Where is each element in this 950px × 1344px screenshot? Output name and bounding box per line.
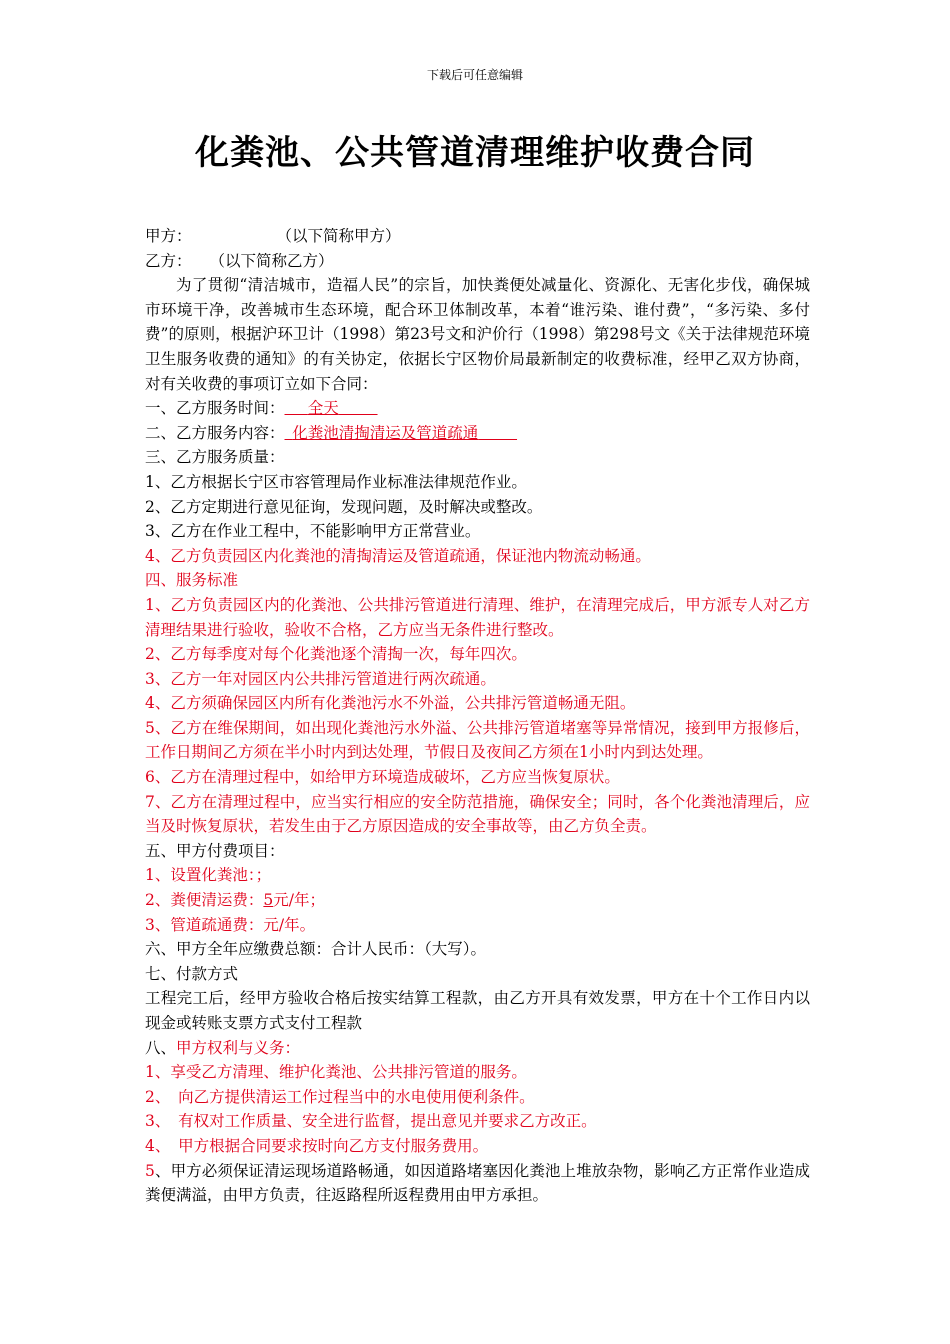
payment-item-2-value: 5: [263, 891, 274, 910]
quality-item-4: 4、乙方负责园区内化粪池的清掏清运及管道疏通，保证池内物流动畅通。: [145, 546, 651, 565]
payment-item-1: 1、设置化粪池：；: [145, 866, 272, 885]
rights-item-1: 1、享受乙方清理、维护化粪池、公共排污管道的服务。: [145, 1063, 527, 1082]
service-content-label: 二、乙方服务内容：: [145, 423, 285, 442]
total-fee-line: 六、甲方全年应缴费总额：合计人民币：（大写）。: [145, 940, 487, 959]
rights-item-5: 5、甲方必须保证清运现场道路畅通，如因道路堵塞因化粪池上堆放杂物，影响乙方正常作业造成粪便满溢，由甲方负责，往返路程所返程费用由甲方承担。: [145, 1161, 810, 1205]
standard-item-2: 2、乙方每季度对每个化粪池逐个清掏一次，每年四次。: [145, 645, 527, 664]
rights-item-2: 2、 向乙方提供清运工作过程当中的水电使用便利条件。: [145, 1087, 535, 1106]
party-a-suffix: （以下简称甲方）: [276, 227, 401, 245]
party-a-line: [145, 224, 810, 249]
party-b-label: 乙方：: [145, 251, 192, 270]
header-note: 下载后可任意编辑: [426, 68, 523, 82]
standard-item-3: 3、乙方一年对园区内公共排污管道进行两次疏通。: [145, 669, 496, 688]
payment-method-text: 工程完工后，经甲方验收合格后按实结算工程款，由乙方开具有效发票，甲方在十个工作日内以现金或转账支票方式支付工程款: [145, 989, 810, 1032]
rights-heading: 八、甲方权利与义务：: [145, 1038, 301, 1057]
rights-item-4: 4、 甲方根据合同要求按时向乙方支付服务费用。: [145, 1136, 489, 1155]
payment-item-3: 3、管道疏通费：元/年。: [145, 915, 316, 934]
standard-item-6: 6、乙方在清理过程中，如给甲方环境造成破坏，乙方应当恢复原状。: [145, 768, 620, 787]
payment-item-2: 2、粪便清运费：5元/年；: [145, 891, 325, 910]
service-content-line: [145, 421, 810, 446]
service-time-label: 一、乙方服务时间：: [145, 399, 285, 418]
quality-item-3: 3、乙方在作业工程中，不能影响甲方正常营业。: [145, 522, 481, 541]
preamble-paragraph: 为了贯彻“清洁城市，造福人民”的宗旨，加快粪便处减量化、资源化、无害化步伐，确保城市环境干净，改善城市生态环境，配合环卫体制改革，本着“谁污染、谁付费”，“多污染、多付费”的原则，根据沪环卫计（1998）第23号文和沪价行（1998）第298号文《关于法律规范环境卫生服务收费的通知》的有关协定，依据长宁区物价局最新制定的收费标准，经甲乙双方协商，对有关收费的事项订立如下合同：: [145, 276, 810, 393]
standard-item-1: 1、乙方负责园区内的化粪池、公共排污管道进行清理、维护，在清理完成后，甲方派专人对乙方清理结果进行验收，验收不合格，乙方应当无条件进行整改。: [145, 595, 810, 639]
payment-items-heading: 五、甲方付费项目：: [145, 841, 285, 860]
payment-method-heading: 七、付款方式: [145, 964, 239, 983]
quality-heading: 三、乙方服务质量：: [145, 448, 285, 467]
quality-item-1: 1、乙方根据长宁区市容管理局作业标准法律规范作业。: [145, 472, 527, 491]
party-a-label: 甲方：: [145, 227, 192, 245]
service-time-line: [145, 396, 810, 421]
service-content-value: 化粪池清掏清运及管道疏通: [292, 423, 479, 442]
party-b-line: [145, 249, 810, 274]
standard-item-7: 7、乙方在清理过程中，应当实行相应的安全防范措施，确保安全；同时，各个化粪池清理后，应当及时恢复原状，若发生由于乙方原因造成的安全事故等，由乙方负全责。: [145, 792, 810, 836]
standard-heading: 四、服务标准: [145, 571, 239, 590]
contract-body: [145, 224, 810, 1208]
quality-item-2: 2、乙方定期进行意见征询，发现问题，及时解决或整改。: [145, 497, 543, 516]
standard-item-5: 5、乙方在维保期间，如出现化粪池污水外溢、公共排污管道堵塞等异常情况，接到甲方报修后，工作日期间乙方须在半小时内到达处理，节假日及夜间乙方须在1小时内到达处理。: [145, 718, 810, 762]
service-time-value: 全天: [307, 399, 339, 418]
party-b-suffix: （以下简称乙方）: [209, 251, 334, 270]
rights-item-3: 3、 有权对工作质量、安全进行监督，提出意见并要求乙方改正。: [145, 1112, 597, 1131]
page-title: 化粪池、公共管道清理维护收费合同: [195, 133, 755, 173]
standard-item-4: 4、乙方须确保园区内所有化粪池污水不外溢，公共排污管道畅通无阻。: [145, 694, 636, 713]
